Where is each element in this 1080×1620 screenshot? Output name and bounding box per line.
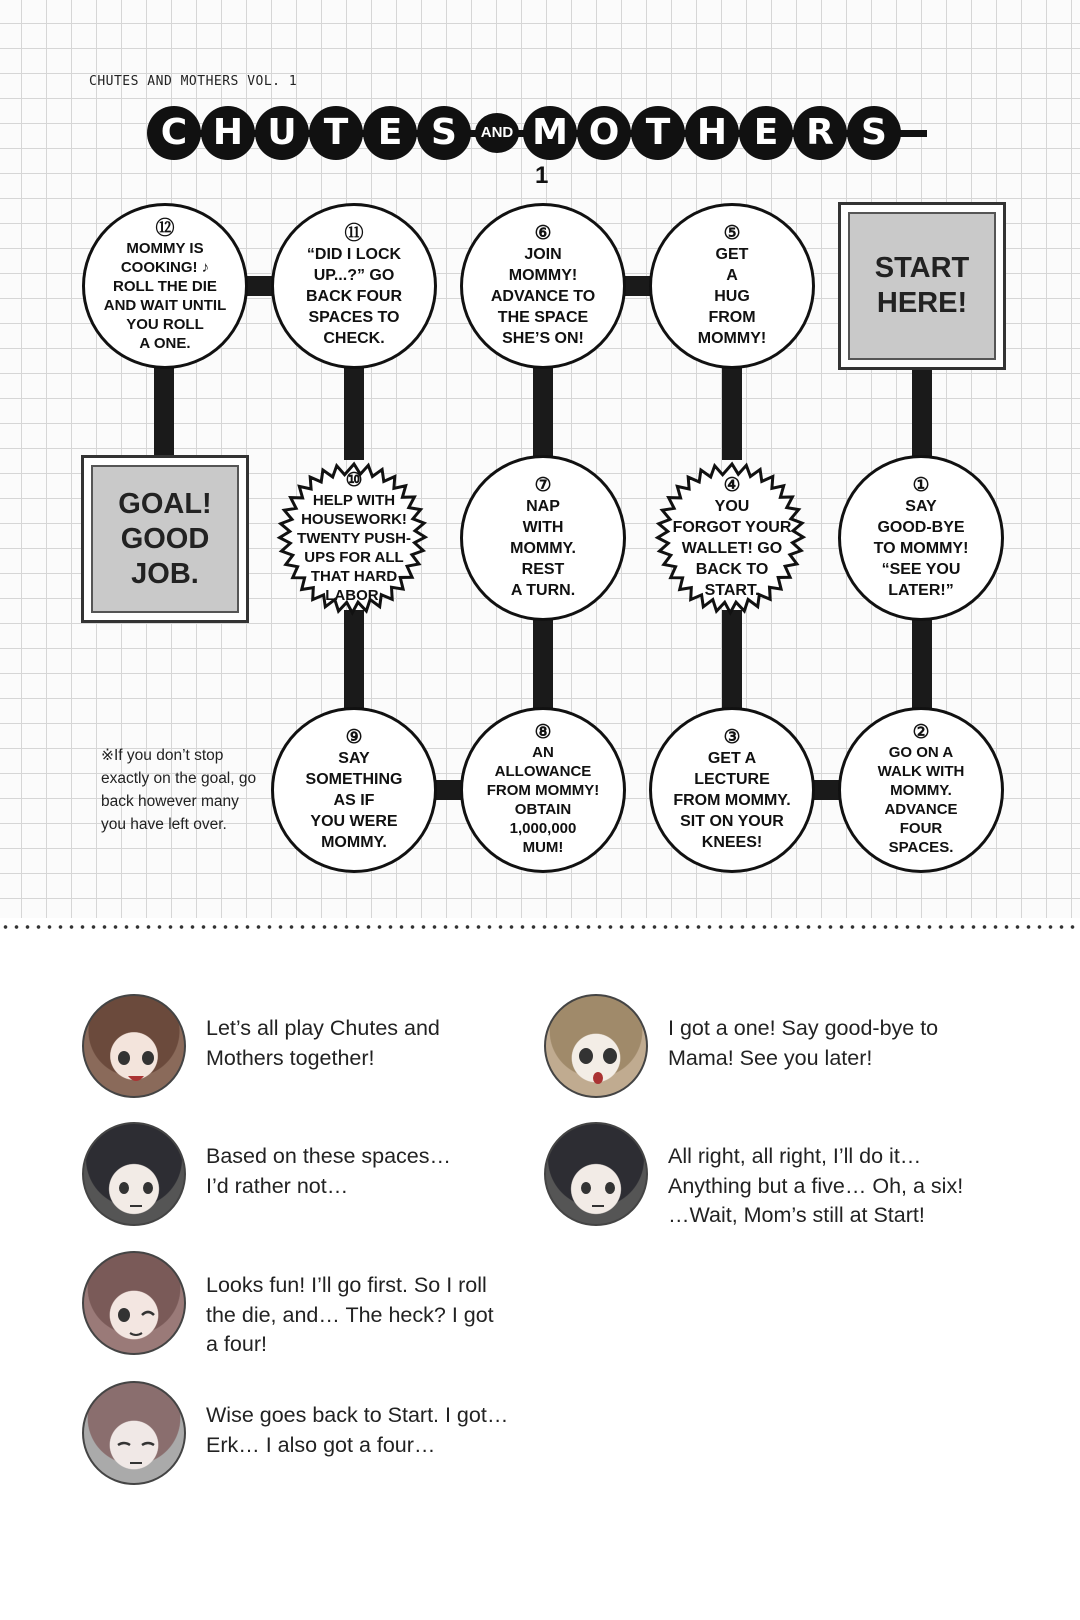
title-letter: E <box>363 106 417 160</box>
space-text: SAY SOMETHING AS IF YOU WERE MOMMY. <box>305 749 403 851</box>
face-drawing <box>84 996 186 1098</box>
character-avatar <box>82 994 186 1098</box>
dialogue-line <box>82 1122 451 1226</box>
connector <box>533 360 553 460</box>
space-text: HELP WITH HOUSEWORK! TWENTY PUSH- UPS FOR ALL THAT HARD LABOR. <box>297 492 411 604</box>
dialogue-line <box>82 994 440 1098</box>
title-and: AND <box>475 113 519 153</box>
space-text: GET A HUG FROM MOMMY! <box>697 245 767 347</box>
start-label: START HERE! <box>848 212 996 360</box>
title-letter: S <box>847 106 901 160</box>
dialogue-line <box>82 1381 508 1485</box>
space-text: MOMMY IS COOKING! ♪ ROLL THE DIE AND WAIT UNTIL YOU ROLL A ONE. <box>103 240 227 352</box>
space-text: SAY GOOD-BYE TO MOMMY! “SEE YOU LATER!” <box>873 497 969 599</box>
dialogue-text: I got a one! Say good-bye to Mama! See you later! <box>668 1016 939 1070</box>
character-avatar <box>82 1251 186 1355</box>
title-letter: T <box>309 106 363 160</box>
character-avatar <box>82 1381 186 1485</box>
rule-note: ※If you don’t stop exactly on the goal, go back however many you have left over. <box>101 747 257 833</box>
space-12 <box>82 203 248 369</box>
start-space <box>838 202 1006 370</box>
page-title <box>147 104 947 162</box>
connector <box>533 610 553 710</box>
space-number: ⑤ <box>723 222 741 244</box>
dialogue-line <box>544 1122 963 1231</box>
title-letter: T <box>631 106 685 160</box>
title-letter: O <box>577 106 631 160</box>
running-title: CHUTES AND MOTHERS VOL. 1 <box>89 74 298 89</box>
connector <box>154 360 174 460</box>
goal-label: GOAL! GOOD JOB. <box>91 465 239 613</box>
space-10 <box>271 455 437 621</box>
space-number: ① <box>912 474 930 496</box>
face-drawing <box>546 996 648 1098</box>
space-text: AN ALLOWANCE FROM MOMMY! OBTAIN 1,000,000 MUM! <box>486 744 600 856</box>
space-number: ⑪ <box>344 222 364 244</box>
connector <box>344 610 364 710</box>
space-4 <box>649 455 815 621</box>
space-7 <box>460 455 626 621</box>
title-letter: H <box>201 106 255 160</box>
connector <box>344 360 364 460</box>
space-6 <box>460 203 626 369</box>
title-letter: C <box>147 106 201 160</box>
title-letter: E <box>739 106 793 160</box>
space-number: ⑫ <box>155 218 175 239</box>
dialogue-text: All right, all right, I’ll do it… Anything but a five… Oh, a six! …Wait, Mom’s still at Start! <box>668 1144 964 1227</box>
space-number: ⑦ <box>534 474 552 496</box>
dialogue-text: Wise goes back to Start. I got… Erk… I also got a four… <box>206 1403 509 1457</box>
character-avatar <box>544 994 648 1098</box>
space-text: JOIN MOMMY! ADVANCE TO THE SPACE SHE’S ON! <box>490 245 596 347</box>
dialogue-line <box>544 994 938 1098</box>
title-letter: M <box>523 106 577 160</box>
title-letter: R <box>793 106 847 160</box>
space-3 <box>649 707 815 873</box>
dialogue-text: Based on these spaces… I’d rather not… <box>206 1144 452 1198</box>
space-5 <box>649 203 815 369</box>
goal-space <box>81 455 249 623</box>
space-number: ⑩ <box>345 470 363 491</box>
space-number: ⑥ <box>534 222 552 244</box>
space-text: GET A LECTURE FROM MOMMY. SIT ON YOUR KNEES! <box>673 749 791 851</box>
space-number: ④ <box>723 474 741 496</box>
space-8 <box>460 707 626 873</box>
dialogue-line <box>82 1251 494 1360</box>
connector <box>722 360 742 460</box>
character-avatar <box>544 1122 648 1226</box>
face-drawing <box>84 1124 186 1226</box>
connector <box>722 610 742 710</box>
space-1 <box>838 455 1004 621</box>
space-2 <box>838 707 1004 873</box>
space-number: ② <box>912 722 930 743</box>
space-text: NAP WITH MOMMY. REST A TURN. <box>510 497 576 599</box>
dialogue-text: Let’s all play Chutes and Mothers together! <box>206 1016 440 1070</box>
space-11 <box>271 203 437 369</box>
space-text: GO ON A WALK WITH MOMMY. ADVANCE FOUR SPACES. <box>877 744 965 856</box>
title-letter: H <box>685 106 739 160</box>
space-text: YOU FORGOT YOUR WALLET! GO BACK TO START. <box>672 497 792 599</box>
face-drawing <box>84 1253 186 1355</box>
character-avatar <box>82 1122 186 1226</box>
dotted-separator <box>0 924 1080 930</box>
title-letter: U <box>255 106 309 160</box>
space-number: ⑨ <box>345 726 363 748</box>
title-letter: S <box>417 106 471 160</box>
face-drawing <box>84 1383 186 1485</box>
dialogue-text: Looks fun! I’ll go first. So I roll the die, and… The heck? I got a four! <box>206 1273 494 1356</box>
space-number: ③ <box>723 726 741 748</box>
space-text: “DID I LOCK UP...?” GO BACK FOUR SPACES TO CHECK. <box>306 245 402 347</box>
face-drawing <box>546 1124 648 1226</box>
connector <box>912 360 932 460</box>
connector <box>912 610 932 710</box>
space-9 <box>271 707 437 873</box>
page-number: 1 <box>535 162 549 189</box>
space-number: ⑧ <box>534 722 552 743</box>
